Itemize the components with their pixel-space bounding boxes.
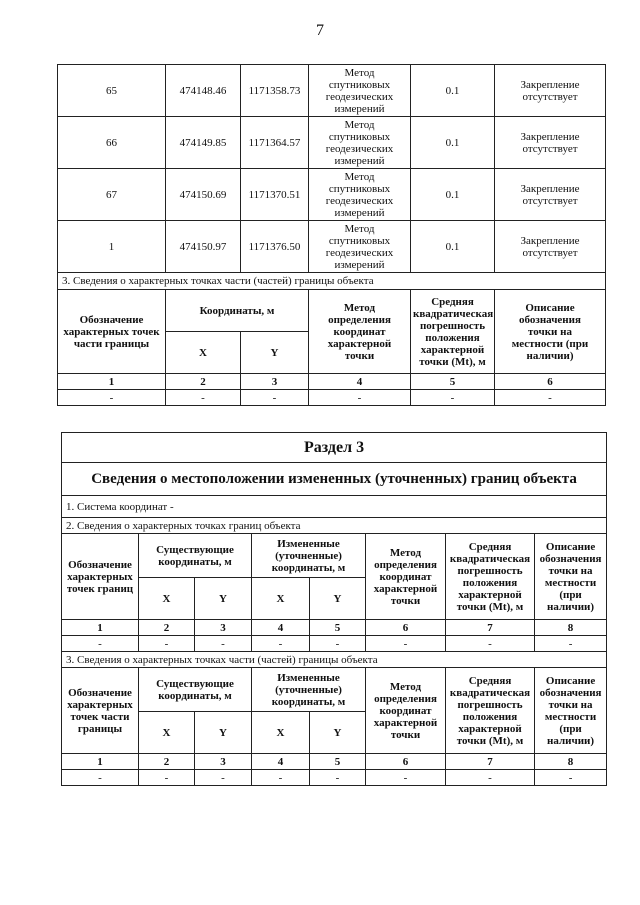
column-number: 7: [446, 754, 535, 770]
cell-line: Существующие: [156, 677, 234, 690]
method-cell: [309, 65, 411, 117]
column-number: 2: [139, 620, 195, 636]
cell-line: отсутствует: [522, 90, 578, 103]
dash-cell: -: [62, 636, 139, 652]
cell-line: точки на: [528, 325, 572, 338]
dash-cell: -: [309, 390, 411, 406]
column-number: 1: [62, 620, 139, 636]
method-cell: [309, 117, 411, 169]
cell-line: наличии): [547, 600, 595, 613]
coord-x: 474150.97: [166, 221, 241, 273]
cell-line: Метод: [344, 170, 375, 183]
column-number: 2: [166, 374, 241, 390]
coordinates-header: Координаты, м: [166, 290, 309, 332]
cell-line: погрешность: [457, 564, 523, 577]
cell-line: точки на: [548, 698, 593, 711]
cell-line: Метод: [344, 66, 375, 79]
cell-line: характерной: [327, 337, 392, 350]
cell-line: местности (при: [511, 337, 589, 350]
dash-cell: -: [310, 636, 366, 652]
cell-line: координат: [379, 570, 432, 583]
section-title: Раздел 3: [62, 433, 607, 463]
cell-line: точки: [390, 728, 421, 741]
cell-line: погрешность: [419, 319, 486, 332]
designation-header: [62, 668, 139, 754]
cell-line: Закрепление: [520, 182, 580, 195]
method-header: [366, 668, 446, 754]
cell-line: спутниковых: [328, 130, 391, 143]
mt-header: [411, 290, 495, 374]
x-header: X: [166, 332, 241, 374]
cell-line: Метод: [389, 680, 422, 693]
dash-row: [62, 770, 607, 786]
cell-line: Обозначение: [79, 313, 144, 326]
cell-line: Закрепление: [520, 234, 580, 247]
cell-line: отсутствует: [522, 194, 578, 207]
cell-line: части границы: [73, 337, 150, 350]
cell-line: координаты, м: [158, 689, 232, 702]
cell-line: характерной: [420, 343, 485, 356]
mt-cell: 0.1: [411, 117, 495, 169]
cell-line: положения: [425, 331, 480, 344]
description-cell: [495, 117, 606, 169]
part-section-heading: 3. Сведения о характерных точках части (частей) границы объекта: [58, 273, 606, 290]
cell-line: точек границ: [66, 582, 134, 595]
cell-line: Описание: [545, 674, 596, 687]
cell-line: положения: [462, 710, 518, 723]
coord-x: 474149.85: [166, 117, 241, 169]
cell-line: Измененные: [277, 537, 340, 550]
column-number: 4: [252, 754, 310, 770]
cell-line: характерных: [67, 698, 133, 711]
y-header: Y: [241, 332, 309, 374]
dash-cell: -: [58, 390, 166, 406]
coordinate-system-line: 1. Система координат -: [62, 496, 607, 518]
dash-cell: -: [495, 390, 606, 406]
cell-line: определения: [328, 313, 391, 326]
x-header: X: [252, 578, 310, 620]
designation-header: [58, 290, 166, 374]
dash-cell: -: [252, 770, 310, 786]
coord-y: 1171376.50: [241, 221, 309, 273]
dash-cell: -: [241, 390, 309, 406]
coord-y: 1171364.57: [241, 117, 309, 169]
column-number: 7: [446, 620, 535, 636]
changed-coords-header: [252, 534, 366, 578]
column-number: 6: [366, 754, 446, 770]
cell-line: (уточненные): [275, 683, 342, 696]
mt-header: [446, 534, 535, 620]
cell-line: наличии): [526, 349, 574, 362]
dash-cell: -: [195, 636, 252, 652]
cell-line: определения: [374, 692, 437, 705]
x-header: X: [139, 578, 195, 620]
column-number: 4: [252, 620, 310, 636]
cell-line: спутниковых: [328, 182, 391, 195]
cell-line: обозначения: [539, 686, 602, 699]
cell-line: измерений: [334, 206, 385, 219]
cell-line: геодезических: [325, 246, 394, 259]
cell-line: точки (Mt), м: [419, 355, 486, 368]
cell-line: обозначения: [519, 313, 581, 326]
dash-cell: -: [535, 770, 607, 786]
dash-cell: -: [139, 770, 195, 786]
cell-line: геодезических: [325, 194, 394, 207]
coord-y: 1171370.51: [241, 169, 309, 221]
page-number: 7: [316, 22, 324, 39]
cell-line: точек части: [70, 710, 130, 723]
section3-table: [61, 432, 607, 786]
cell-line: Метод: [344, 118, 375, 131]
dash-row: [58, 390, 606, 406]
description-cell: [495, 221, 606, 273]
dash-cell: -: [310, 770, 366, 786]
column-number-row: [58, 374, 606, 390]
cell-line: координат: [379, 704, 432, 717]
designation-header: [62, 534, 139, 620]
cell-line: координаты, м: [158, 555, 232, 568]
column-number: 4: [309, 374, 411, 390]
cell-line: характерной: [458, 722, 522, 735]
column-number: 8: [535, 754, 607, 770]
table-row: [58, 65, 606, 117]
cell-line: Существующие: [156, 543, 234, 556]
cell-line: измерений: [334, 102, 385, 115]
cell-line: спутниковых: [328, 234, 391, 247]
dash-cell: -: [535, 636, 607, 652]
section-subtitle: Сведения о местоположении измененных (уточненных) границ объекта: [62, 463, 607, 496]
description-cell: [495, 169, 606, 221]
dash-cell: -: [62, 770, 139, 786]
cell-line: (при: [559, 722, 582, 735]
cell-line: Средняя: [431, 295, 474, 308]
cell-line: координаты, м: [271, 561, 346, 574]
description-header: [535, 534, 607, 620]
cell-line: Средняя: [468, 674, 512, 687]
mt-cell: 0.1: [411, 65, 495, 117]
x-header: X: [252, 712, 310, 754]
coord-x: 474148.46: [166, 65, 241, 117]
column-number: 6: [495, 374, 606, 390]
cell-line: положения: [462, 576, 518, 589]
cell-line: геодезических: [325, 142, 394, 155]
existing-coords-header: [139, 534, 252, 578]
method-header: [309, 290, 411, 374]
method-cell: [309, 221, 411, 273]
cell-line: определения: [374, 558, 437, 571]
cell-line: точки на: [548, 564, 593, 577]
y-header: Y: [195, 578, 252, 620]
cell-line: Закрепление: [520, 130, 580, 143]
description-cell: [495, 65, 606, 117]
dash-cell: -: [139, 636, 195, 652]
cell-line: Закрепление: [520, 78, 580, 91]
table-row: [58, 169, 606, 221]
cell-line: спутниковых: [328, 78, 391, 91]
cell-line: характерных: [67, 570, 133, 583]
cell-line: Обозначение: [68, 686, 132, 699]
cell-line: Метод: [343, 301, 376, 314]
cell-line: координат: [333, 325, 386, 338]
cell-line: Описание: [525, 301, 575, 314]
cell-line: измерений: [334, 258, 385, 271]
cell-line: отсутствует: [522, 142, 578, 155]
column-number: 5: [310, 620, 366, 636]
y-header: Y: [310, 712, 366, 754]
column-number: 1: [62, 754, 139, 770]
cell-line: характерных точек: [63, 325, 160, 338]
cell-line: Метод: [344, 222, 375, 235]
boundary-points-table: [57, 64, 606, 406]
cell-line: квадратическая: [449, 552, 531, 565]
cell-line: точки (Mt), м: [456, 734, 524, 747]
column-number: 5: [411, 374, 495, 390]
point-number: 66: [58, 117, 166, 169]
x-header: X: [139, 712, 195, 754]
cell-line: точки (Mt), м: [456, 600, 524, 613]
cell-line: отсутствует: [522, 246, 578, 259]
point-number: 1: [58, 221, 166, 273]
column-number: 3: [195, 620, 252, 636]
cell-line: характерной: [458, 588, 522, 601]
cell-line: (уточненные): [275, 549, 342, 562]
dash-cell: -: [166, 390, 241, 406]
table-row: [58, 117, 606, 169]
cell-line: Измененные: [277, 671, 340, 684]
dash-cell: -: [446, 636, 535, 652]
part-points-heading: 3. Сведения о характерных точках части (частей) границы объекта: [62, 652, 607, 668]
description-header: [495, 290, 606, 374]
changed-coords-header: [252, 668, 366, 712]
existing-coords-header: [139, 668, 252, 712]
dash-cell: -: [252, 636, 310, 652]
cell-line: Описание: [545, 540, 596, 553]
boundary-points-heading: 2. Сведения о характерных точках границ объекта: [62, 518, 607, 534]
cell-line: (при: [559, 588, 582, 601]
cell-line: точки: [390, 594, 421, 607]
cell-line: Метод: [389, 546, 422, 559]
cell-line: координаты, м: [271, 695, 346, 708]
column-number-row: [62, 620, 607, 636]
cell-line: местности: [544, 710, 597, 723]
cell-line: границы: [77, 722, 123, 735]
cell-line: наличии): [547, 734, 595, 747]
cell-line: точки: [344, 349, 375, 362]
table-row: [58, 221, 606, 273]
dash-row: [62, 636, 607, 652]
column-number: 5: [310, 754, 366, 770]
column-number: 1: [58, 374, 166, 390]
method-cell: [309, 169, 411, 221]
point-number: 65: [58, 65, 166, 117]
column-number: 8: [535, 620, 607, 636]
cell-line: характерной: [373, 716, 438, 729]
y-header: Y: [310, 578, 366, 620]
cell-line: погрешность: [457, 698, 523, 711]
cell-line: характерной: [373, 582, 438, 595]
dash-cell: -: [195, 770, 252, 786]
cell-line: обозначения: [539, 552, 602, 565]
cell-line: геодезических: [325, 90, 394, 103]
column-number: 3: [241, 374, 309, 390]
cell-line: измерений: [334, 154, 385, 167]
point-number: 67: [58, 169, 166, 221]
cell-line: местности: [544, 576, 597, 589]
cell-line: Средняя: [468, 540, 512, 553]
column-number-row: [62, 754, 607, 770]
dash-cell: -: [446, 770, 535, 786]
coord-x: 474150.69: [166, 169, 241, 221]
dash-cell: -: [366, 770, 446, 786]
dash-cell: -: [411, 390, 495, 406]
column-number: 3: [195, 754, 252, 770]
method-header: [366, 534, 446, 620]
cell-line: квадратическая: [449, 686, 531, 699]
mt-cell: 0.1: [411, 221, 495, 273]
mt-header: [446, 668, 535, 754]
column-number: 2: [139, 754, 195, 770]
coord-y: 1171358.73: [241, 65, 309, 117]
cell-line: Обозначение: [68, 558, 132, 571]
mt-cell: 0.1: [411, 169, 495, 221]
dash-cell: -: [366, 636, 446, 652]
description-header: [535, 668, 607, 754]
cell-line: квадратическая: [413, 307, 494, 320]
column-number: 6: [366, 620, 446, 636]
y-header: Y: [195, 712, 252, 754]
